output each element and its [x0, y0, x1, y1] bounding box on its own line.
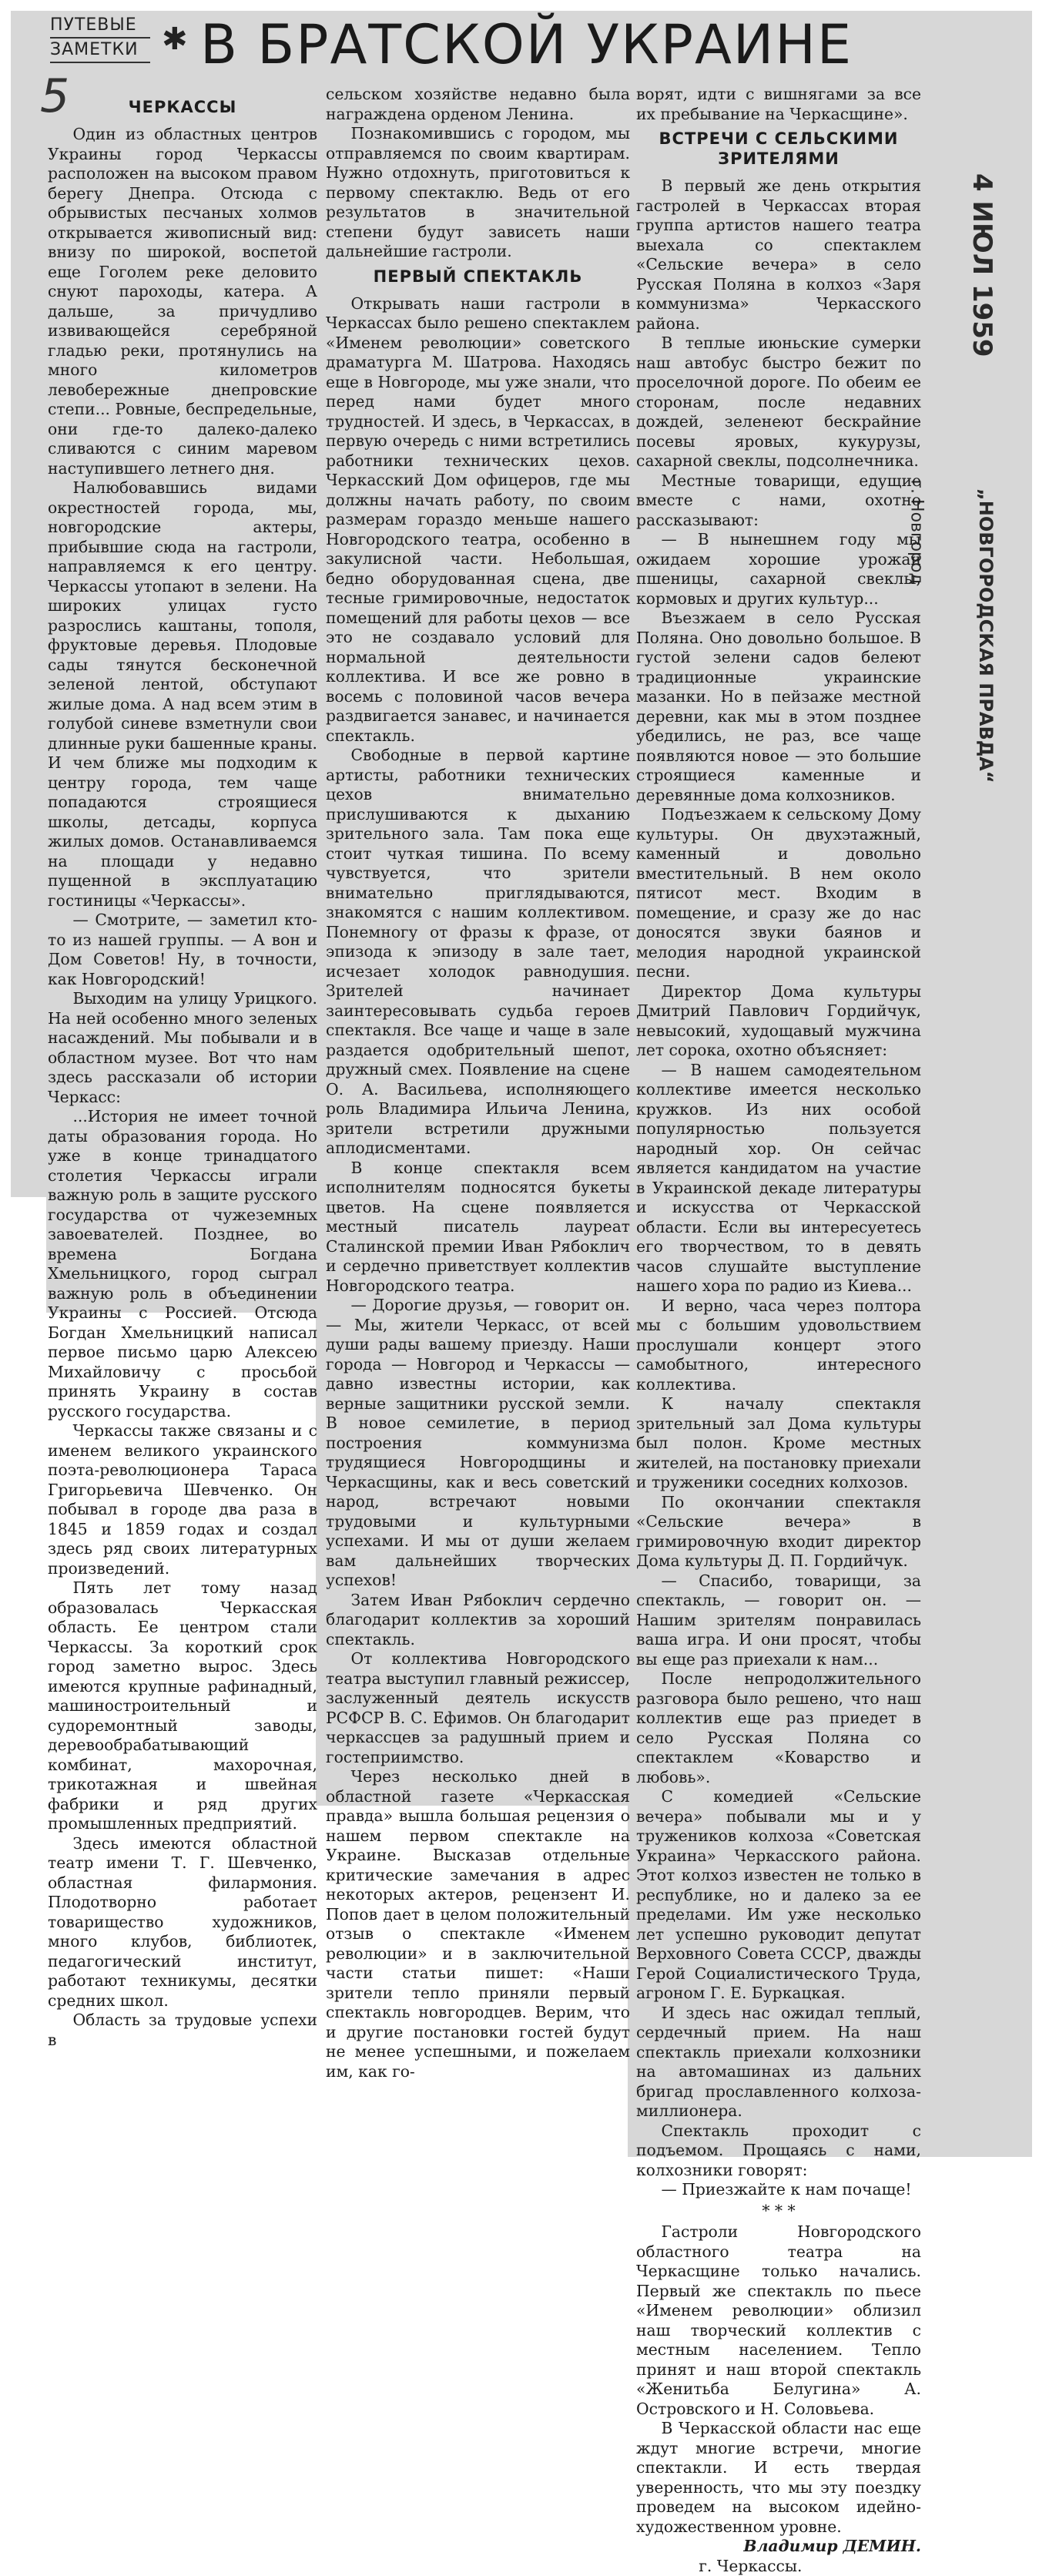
newspaper-name: „НОВГОРОДСКАЯ ПРАВДА“	[975, 488, 997, 874]
article-column-1	[48, 92, 317, 2050]
section-separator: * * *	[636, 2202, 921, 2222]
paragraph: Черкассы также связаны и с именем великого украинского поэта-революционера Тараса Григорьевича Шевченко. Он побывал в городе два раза в 1845 и 1859 годах и создал здесь ряд своих литературных произведений.	[48, 1421, 317, 1578]
paragraph: сельском хозяйстве недавно была награждена орденом Ленина.	[326, 85, 630, 124]
article-header	[42, 14, 967, 72]
section-heading-village-meetings: ВСТРЕЧИ С СЕЛЬСКИМИ ЗРИТЕЛЯМИ	[636, 129, 921, 169]
paragraph: Выходим на улицу Урицкого. На ней особенно много зеленых насаждений. Мы побывали и в областном музее. Вот что нам здесь рассказали об истории Черкасс:	[48, 989, 317, 1107]
paragraph: Здесь имеются областной театр имени Т. Г. Шевченко, областная филармония. Плодотворно работает товарищество художников, много клубов, библиотек, педагогический институт, работают техникумы, десятки средних школ.	[48, 1834, 317, 2011]
paragraph: И здесь нас ожидал теплый, сердечный прием. На наш спектакль приехали колхозники на автомашинах из дальних бригад прославленного колхоза-миллионера.	[636, 2004, 921, 2122]
paragraph: Область за трудовые успехи в	[48, 2011, 317, 2050]
paragraph: С комедией «Сельские вечера» побывали мы и у тружеников колхоза «Советская Украина» Черкасского района. Этот колхоз известен не только в республике, но и далеко за ее пределами. Им уже несколько лет успешно руководит депутат Верховного Совета СССР, дважды Герой Социалистического Труда, агроном Г. Е. Буркацкая.	[636, 1787, 921, 2004]
paragraph: От коллектива Новгородского театра выступил главный режиссер, заслуженный деятель искусств РСФСР В. С. Ефимов. Он благодарит черкассцев за радушный прием и гостеприимство.	[326, 1649, 630, 1767]
article-column-3	[636, 85, 921, 2576]
paragraph: — Дорогие друзья, — говорит он. — Мы, жители Черкасс, от всей души рады вашему приезду. Наши города — Новгород и Черкассы — давно известны истории, как верные защитники русской земли. В новое семилетие, в период построения коммунизма трудящиеся Новгородщины и Черкасщины, как и весь советский народ, встречают новыми трудовыми и культурными успехами. И мы от души желаем вам дальнейших творческих успехов!	[326, 1296, 630, 1591]
paragraph: Через несколько дней в областной газете «Черкасская правда» вышла большая рецензия о нашем первом спектакле на Украине. Высказав отдельные критические замечания в адрес некоторых актеров, рецензент И. Попов дает в целом положительный отзыв о спектакле «Именем революции» и в заключительной части статьи пишет: «Наши зрители тепло приняли первый спектакль новгородцев. Верим, что и другие постановки гостей будут не менее успешными, и пожелаем им, как го-	[326, 1767, 630, 2081]
date-stamp	[955, 177, 1001, 431]
paragraph: В теплые июньские сумерки наш автобус быстро бежит по проселочной дороге. По обеим ее сторонам, после недавних дождей, зеленеют бескрайние посевы яровых, кукурузы, сахарной свеклы, подсолнечника.	[636, 334, 921, 471]
article-column-2	[326, 85, 630, 2081]
paragraph: В Черкасской области нас еще ждут многие встречи, многие спектакли. И есть твердая уверенность, что мы эту поездку проведем на высоком идейно-художественном уровне.	[636, 2419, 921, 2537]
paragraph: ...История не имеет точной даты образования города. Но уже в конце тринадцатого столетия Черкассы играли важную роль в защите русского государства от чужеземных завоевателей. Позднее, во времена Богдана Хмельницкого, город сыграл важную роль в объединении Украины с Россией. Отсюда Богдан Хмельницкий написал первое письмо царю Алексею Михайловичу с просьбой принять Украину в состав русского государства.	[48, 1107, 317, 1421]
rubric-label	[50, 14, 150, 63]
dateline-city: г. Черкассы.	[636, 2557, 921, 2576]
paragraph: После непродолжительного разговора было решено, что наш коллектив еще раз приедет в село Русская Поляна со спектаклем «Коварство и любовь».	[636, 1669, 921, 1787]
paragraph: ворят, идти с вишнягами за все их пребывание на Черкасщине».	[636, 85, 921, 124]
paragraph: По окончании спектакля «Сельские вечера» в гримировочную входит директор Дома культуры Д. П. Гордийчук.	[636, 1493, 921, 1571]
handwritten-page-number: 5	[40, 69, 69, 123]
newspaper-city-stamp	[917, 493, 978, 878]
article-headline: В БРАТСКОЙ УКРАИНЕ	[200, 14, 853, 75]
paragraph: — Приезжайте к нам почаще!	[636, 2180, 921, 2200]
paragraph: Директор Дома культуры Дмитрий Павлович Гордийчук, невысокий, худощавый мужчина лет сорока, охотно объясняет:	[636, 982, 921, 1061]
paragraph: В первый же день открытия гастролей в Черкассах вторая группа артистов нашего театра выехала со спектаклем «Сельские вечера» в село Русская Поляна в колхоз «Заря коммунизма» Черкасского района.	[636, 176, 921, 334]
paragraph: Открывать наши гастроли в Черкассах было решено спектаклем «Именем революции» советского драматурга М. Шатрова. Находясь еще в Новгороде, мы уже знали, что перед нами будет много трудностей. И здесь, в Черкассах, в первую очередь с ними встретились работники технических цехов. Черкасский Дом офицеров, где мы должны начать работу, по своим размерам гораздо меньше нашего Новгородского театра, особенно в закулисной части. Небольшая, бедно оборудованная сцена, две тесные гримировочные, недостаток помещений для работы цехов — все это не создавало условий для нормальной деятельности коллектива. И все же ровно в восемь с половиной часов вечера раздвигается занавес, и начинается спектакль.	[326, 294, 630, 746]
paragraph: Пять лет тому назад образовалась Черкасская область. Ее центром стали Черкассы. За короткий срок город заметно вырос. Здесь имеются крупные рафинадный, машиностроительный и судоремонтный заводы, деревообрабатывающий комбинат, махорочная, трикотажная и швейная фабрики и ряд других промышленных предприятий.	[48, 1578, 317, 1834]
author-signature: Владимир ДЕМИН.	[636, 2537, 921, 2557]
newspaper-city: г. Новгород	[907, 480, 927, 865]
rubric-line-2: ЗАМЕТКИ	[50, 39, 150, 63]
paragraph: Свободные в первой картине артисты, работники технических цехов внимательно прислушиваются к дыханию зрительного зала. Там пока еще стоит чуткая тишина. По всему чувствуется, что зрители внимательно приглядываются, знакомятся с нашим коллективом. Понемногу от фразы к фразе, от эпизода к эпизоду в зале тает, исчезает холодок равнодушия. Зрителей начинает заинтересовывать судьба героев спектакля. Все чаще и чаще в зале раздается одобрительный шепот, дружный смех. Появление на сцене О. А. Васильева, исполняющего роль Владимира Ильича Ленина, зрители встретили дружными аплодисментами.	[326, 746, 630, 1159]
paragraph: Спектакль проходит с подъемом. Прощаясь с нами, колхозники говорят:	[636, 2122, 921, 2181]
paragraph: Подъезжаем к сельскому Дому культуры. Он двухэтажный, каменный и довольно вместительный. В нем около пятисот мест. Входим в помещение, и сразу же до нас доносятся звуки баянов и мелодия народной украинской песни.	[636, 805, 921, 982]
paragraph: К началу спектакля зрительный зал Дома культуры был полон. Кроме местных жителей, на постановку приехали и труженики соседних колхозов.	[636, 1394, 921, 1493]
paragraph: — В нынешнем году мы ожидаем хорошие урожаи пшеницы, сахарной свеклы, кормовых и других культур...	[636, 530, 921, 609]
paragraph: — Спасибо, товарищи, за спектакль, — говорит он. — Нашим зрителям понравилась ваша игра. И они просят, чтобы вы еще раз приехали к нам...	[636, 1571, 921, 1670]
paragraph: — В нашем самодеятельном коллективе имеется несколько кружков. Из них особой популярностью пользуется народный хор. Он сейчас является кандидатом на участие в Украинской декаде литературы и искусства от Черкасской области. Если вы интересуетесь его творчеством, то в девять часов слушайте выступление нашего хора по радио из Киева...	[636, 1061, 921, 1296]
paragraph: И верно, часа через полтора мы с большим удовольствием прослушали концерт этого самобытного, интересного коллектива.	[636, 1296, 921, 1395]
date-stamp-text: 4 ИЮЛ 1959	[967, 173, 997, 428]
paragraph: Местные товарищи, едущие вместе с нами, охотно рассказывают:	[636, 471, 921, 531]
section-heading-first-performance: ПЕРВЫЙ СПЕКТАКЛЬ	[326, 267, 630, 287]
paragraph: Въезжаем в село Русская Поляна. Оно довольно большое. В густой зелени садов белеют традиционные украинские мазанки. Но в пейзаже местной деревни, как мы в этом позднее убедились, не раз, все чаще появляются новое — это большие строящиеся каменные и деревянные дома колхозников.	[636, 609, 921, 805]
paragraph: Затем Иван Рябоклич сердечно благодарит коллектив за хороший спектакль.	[326, 1591, 630, 1650]
paragraph: Познакомившись с городом, мы отправляемся по своим квартирам. Нужно отдохнуть, приготовиться к первому спектаклю. Ведь от его результатов в значительной степени будут зависеть наши дальнейшие гастроли.	[326, 124, 630, 262]
paragraph: Гастроли Новгородского областного театра на Черкасщине только начались. Первый же спектакль по пьесе «Именем революции» облизил наш творческий коллектив с местным населением. Тепло принят и наш второй спектакль «Женитьба Белугина» А. Островского и Н. Соловьева.	[636, 2222, 921, 2419]
section-heading-cherkassy: ЧЕРКАССЫ	[48, 97, 317, 117]
paragraph: В конце спектакля всем исполнителям подносятся букеты цветов. На сцене появляется местный писатель лауреат Сталинской премии Иван Рябоклич и сердечно приветствует коллектив Новгородского театра.	[326, 1159, 630, 1296]
rubric-line-1: ПУТЕВЫЕ	[50, 14, 150, 39]
paragraph: — Смотрите, — заметил кто-то из нашей группы. — А вон и Дом Советов! Ну, в точности, как Новгородский!	[48, 911, 317, 989]
star-icon: ✱	[162, 22, 188, 57]
paragraph: Один из областных центров Украины город Черкассы расположен на высоком правом берегу Днепра. Отсюда с обрывистых песчаных холмов открывается живописный вид: внизу по широкой, воспетой еще Гоголем реке деловито снуют пароходы, катера. А дальше, за причудливо извивающейся серебряной гладью реки, протянулись на много километров левобережные днепровские степи... Ровные, беспредельные, они где-то далеко-далеко сливаются с синим маревом наступившего летнего дня.	[48, 125, 317, 478]
paragraph: Налюбовавшись видами окрестностей города, мы, новгородские актеры, прибывшие сюда на гастроли, направляемся к его центру. Черкассы утопают в зелени. На широких улицах густо разрослись каштаны, тополя, фруктовые деревья. Плодовые сады тянутся бесконечной зеленой лентой, обступают жилые дома. А над всем этим в голубой синеве взметнули свои длинные руки башенные краны. И чем ближе мы подходим к центру города, тем чаще попадаются строящиеся школы, детсады, корпуса жилых домов. Останавливаемся на площади у недавно пущенной в эксплуатацию гостиницы «Черкассы».	[48, 478, 317, 911]
